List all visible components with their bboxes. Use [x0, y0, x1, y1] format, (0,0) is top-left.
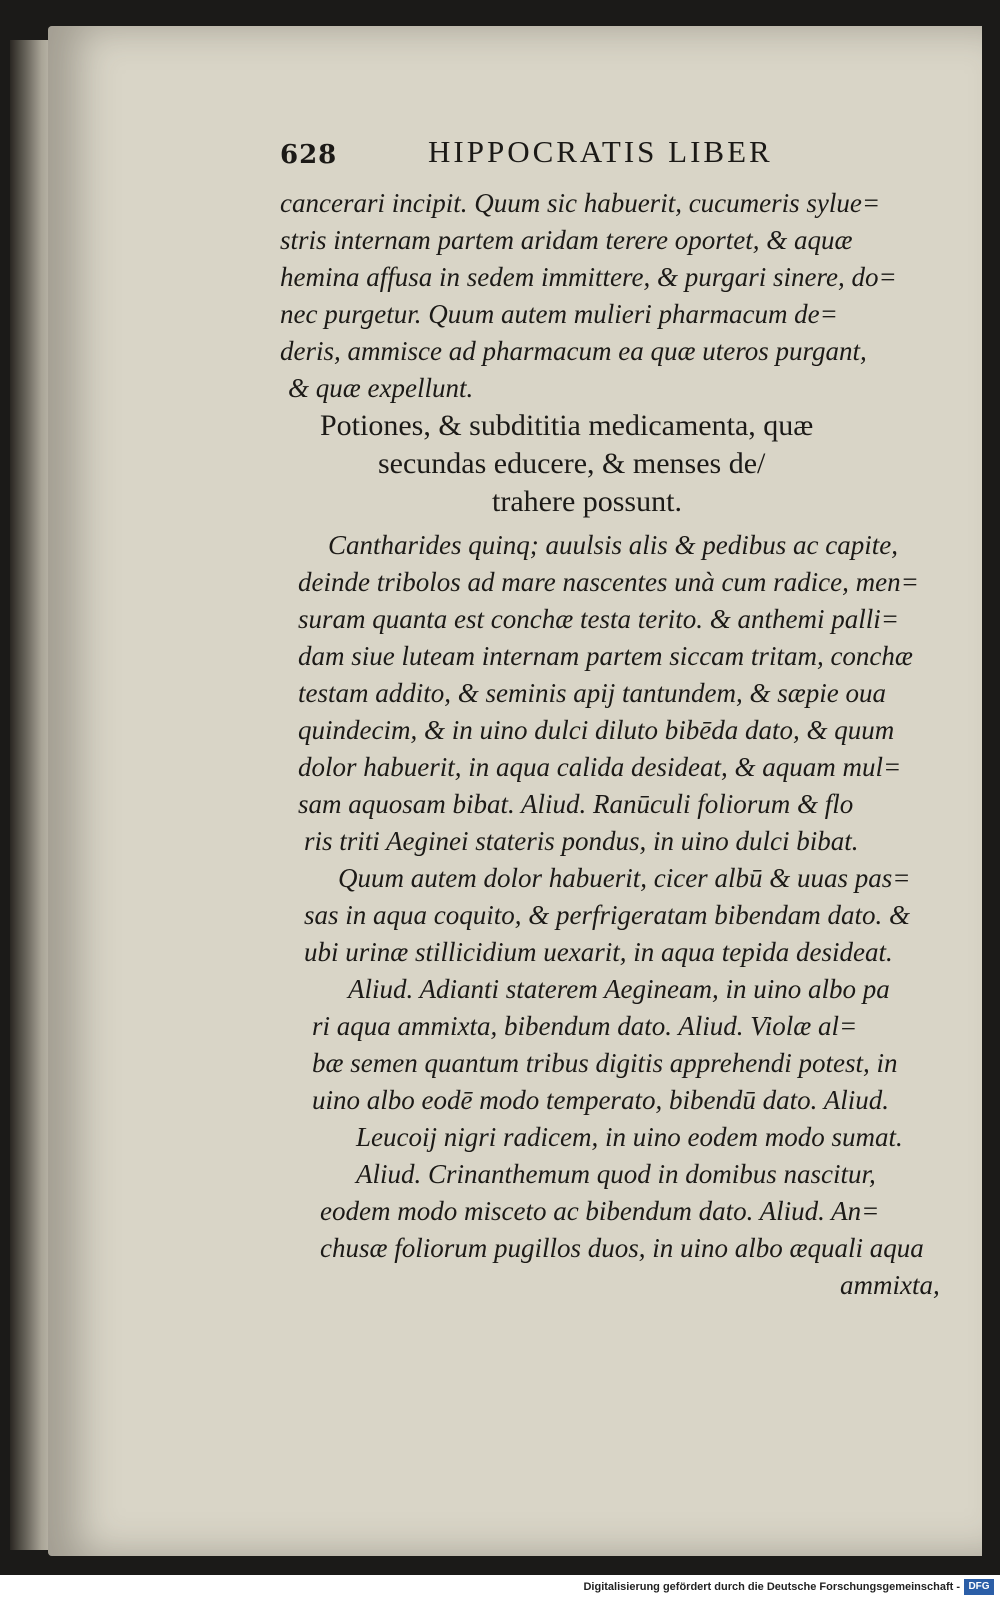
text-line: sas in aqua coquito, & perfrigeratam bibendam dato. &	[304, 900, 910, 930]
text-line: ammixta,	[840, 1270, 940, 1300]
text-line: chusæ foliorum pugillos duos, in uino albo æquali aqua	[320, 1233, 924, 1263]
text-line: deris, ammisce ad pharmacum ea quæ uteros purgant,	[280, 336, 867, 366]
text-line: cancerari incipit. Quum sic habuerit, cucumeris sylue=	[280, 188, 881, 218]
text-line: sam aquosam bibat. Aliud. Ranūculi foliorum & flo	[298, 789, 854, 819]
text-line: ri aqua ammixta, bibendum dato. Aliud. Violæ al=	[312, 1011, 858, 1041]
heading-line: Potiones, & subdititia medicamenta, quæ	[320, 409, 814, 442]
text-line: quindecim, & in uino dulci diluto bibēda dato, & quum	[298, 715, 895, 745]
text-line: & quæ expellunt.	[288, 373, 474, 403]
text-line: ris triti Aeginei stateris pondus, in uino dulci bibat.	[304, 826, 859, 856]
dfg-logo-icon: DFG	[964, 1579, 994, 1595]
text-line: Leucoij nigri radicem, in uino eodem modo sumat.	[356, 1122, 903, 1152]
text-line: bæ semen quantum tribus digitis apprehendi potest, in	[312, 1048, 898, 1078]
text-line: nec purgetur. Quum autem mulieri pharmacum de=	[280, 299, 838, 329]
text-line: stris internam partem aridam terere oportet, & aquæ	[280, 225, 853, 255]
text-line: Cantharides quinq; auulsis alis & pedibus ac capite,	[328, 530, 898, 560]
text-line: suram quanta est conchæ testa terito. & anthemi palli=	[298, 604, 899, 634]
funding-credit: Digitalisierung gefördert durch die Deutsche Forschungsgemeinschaft -	[583, 1581, 960, 1593]
book-page	[48, 26, 982, 1556]
text-line: deinde tribolos ad mare nascentes unà cum radice, men=	[298, 567, 919, 597]
text-line: eodem modo misceto ac bibendum dato. Aliud. An=	[320, 1196, 880, 1226]
text-line: dam siue luteam internam partem siccam tritam, conchæ	[298, 641, 913, 671]
text-line: testam addito, & seminis apij tantundem, & sæpie oua	[298, 678, 886, 708]
text-line: Aliud. Crinanthemum quod in domibus nascitur,	[356, 1159, 876, 1189]
running-title: HIPPOCRATIS LIBER	[428, 134, 773, 169]
text-line: hemina affusa in sedem immittere, & purgari sinere, do=	[280, 262, 897, 292]
text-line: dolor habuerit, in aqua calida desideat, & aquam mul=	[298, 752, 902, 782]
heading-line: secundas educere, & menses de/	[378, 447, 766, 480]
text-line: uino albo eodē modo temperato, bibendū dato. Aliud.	[312, 1085, 889, 1115]
running-head	[280, 134, 880, 178]
page-number: 628	[280, 140, 338, 170]
heading-line: trahere possunt.	[492, 485, 682, 518]
digitization-footer	[0, 1575, 1000, 1602]
text-line: Aliud. Adianti staterem Aegineam, in uino albo pa	[348, 974, 890, 1004]
text-line: ubi urinæ stillicidium uexarit, in aqua tepida desideat.	[304, 937, 893, 967]
text-line: Quum autem dolor habuerit, cicer albū & uuas pas=	[338, 863, 911, 893]
